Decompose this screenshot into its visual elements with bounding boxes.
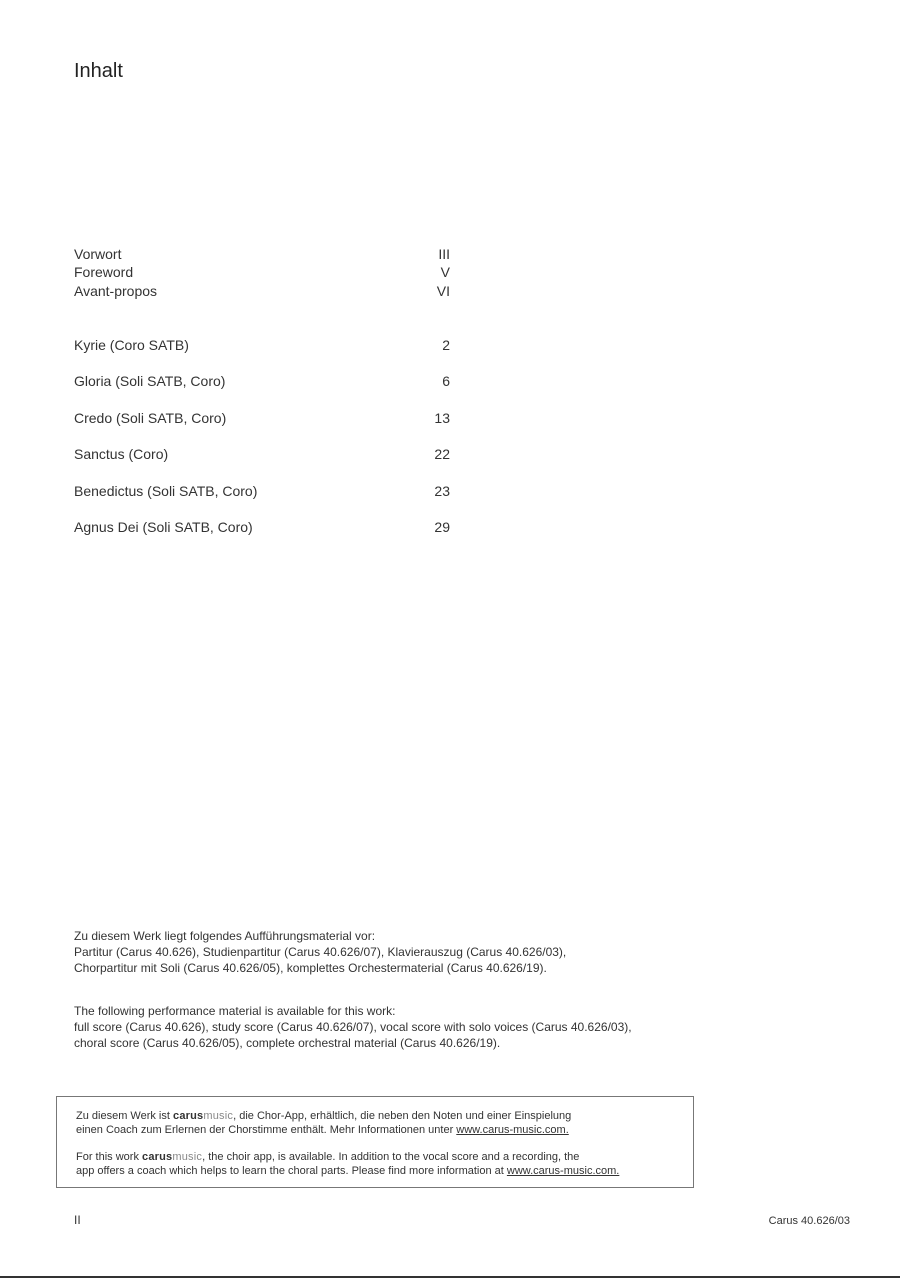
toc-row [74,245,450,263]
toc-row [74,282,450,300]
toc-entry-page: 13 [434,410,450,426]
website-link[interactable]: www.carus-music.com. [506,1165,620,1177]
material-line: Zu diesem Werk liegt folgendes Aufführungsmaterial vor: [74,929,376,943]
app-info-line [76,1109,686,1123]
material-line: full score (Carus 40.626), study score (Carus 40.626/07), vocal score with solo voices (Carus 40.626/03), [74,1020,632,1034]
toc-row [74,482,450,500]
toc-row [74,336,450,354]
performance-material-de [74,928,714,976]
brand-music: music [203,1110,234,1122]
toc-entry-page: V [440,264,450,280]
toc-row [74,372,450,390]
toc-entry-page: 23 [434,483,450,499]
app-info-box [56,1096,694,1188]
app-info-line [76,1150,686,1164]
app-info-line [76,1164,686,1178]
carus-music-logo [142,1151,202,1163]
app-info-en [76,1150,686,1178]
toc-entry-page: 6 [442,373,450,389]
toc-entry-title: Vorwort [74,246,122,262]
toc-entry-title: Avant-propos [74,283,158,299]
material-line: choral score (Carus 40.626/05), complete orchestral material (Carus 40.626/19). [74,1036,501,1050]
toc-entry-title: Sanctus (Coro) [74,446,169,462]
catalog-number: Carus 40.626/03 [768,1215,850,1227]
toc-entry-title: Gloria (Soli SATB, Coro) [74,373,226,389]
text-segment: , die Chor-App, erhältlich, die neben den Noten und einer Einspielung [233,1110,572,1122]
toc-entry-title: Benedictus (Soli SATB, Coro) [74,483,258,499]
toc-entry-title: Agnus Dei (Soli SATB, Coro) [74,519,253,535]
text-segment: , the choir app, is available. In addition to the vocal score and a recording, the [202,1151,580,1163]
toc-row [74,263,450,281]
toc-row [74,445,450,463]
toc-entry-title: Credo (Soli SATB, Coro) [74,410,227,426]
app-info-de [76,1109,686,1137]
text-segment: Zu diesem Werk ist [76,1110,173,1122]
material-line: The following performance material is available for this work: [74,1004,396,1018]
carus-music-logo [173,1110,233,1122]
text-segment: For this work [76,1151,143,1163]
text-segment: einen Coach zum Erlernen der Chorstimme enthält. Mehr Informationen unter [76,1124,457,1136]
toc-entry-title: Foreword [74,264,134,280]
toc-row [74,409,450,427]
app-info-line [76,1123,686,1137]
brand-music: music [172,1151,203,1163]
material-line: Chorpartitur mit Soli (Carus 40.626/05), komplettes Orchestermaterial (Carus 40.626/19). [74,961,547,975]
toc-entry-title: Kyrie (Coro SATB) [74,337,189,353]
toc-entry-page: 2 [442,337,450,353]
toc-entry-page: 22 [434,446,450,462]
material-line: Partitur (Carus 40.626), Studienpartitur (Carus 40.626/07), Klavierauszug (Carus 40.626/03), [74,945,567,959]
toc-entry-page: III [438,246,450,262]
toc-entry-page: 29 [434,519,450,535]
performance-material-en [74,1003,714,1051]
text-segment: app offers a coach which helps to learn the choral parts. Please find more information at [76,1165,507,1177]
brand-carus: carus [173,1110,204,1122]
brand-carus: carus [142,1151,173,1163]
website-link[interactable]: www.carus-music.com. [456,1124,569,1136]
page-number: II [74,1213,81,1227]
page-title: Inhalt [74,60,123,82]
toc-row [74,518,450,536]
toc-entry-page: VI [436,283,450,299]
